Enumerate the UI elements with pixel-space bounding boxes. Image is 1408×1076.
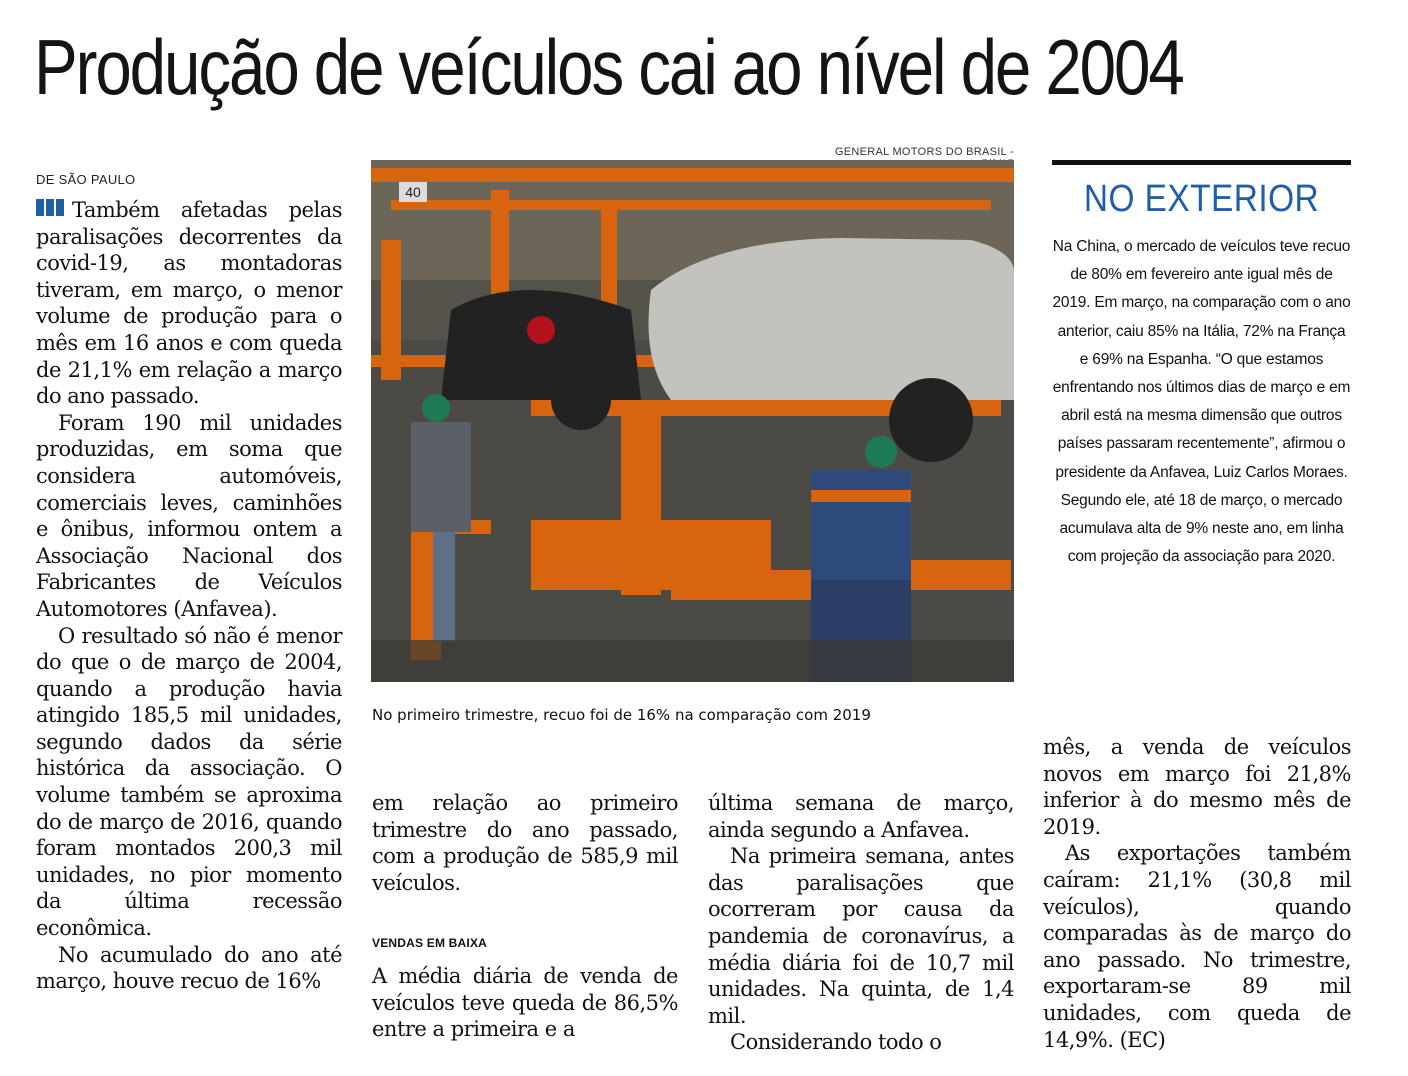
article-column-3 bbox=[708, 790, 1014, 1056]
article-paragraph bbox=[36, 196, 342, 410]
section-bullet-icon bbox=[36, 196, 66, 223]
dateline: DE SÃO PAULO bbox=[36, 172, 136, 187]
sidebar-kicker: NO EXTERIOR bbox=[1083, 178, 1320, 220]
photo-credit: GENERAL MOTORS DO BRASIL - bbox=[834, 146, 1014, 158]
article-lead-text: Também afetadas pelas paralisações decorrentes da covid-19, as montadoras tiveram, em março, o menor volume de produção para o mês em 16 anos e com queda de 21,1% em relação a março do ano passado. bbox=[36, 198, 342, 409]
sidebar-rule bbox=[1052, 160, 1351, 165]
article-column-2 bbox=[372, 790, 678, 1043]
article-paragraph: Considerando todo o bbox=[730, 1030, 942, 1055]
article-paragraph: em relação ao primeiro trimestre do ano passado, com a produção de 585,9 mil veículos. bbox=[372, 791, 678, 895]
sidebar-text: Na China, o mercado de veículos teve recuo de 80% em fevereiro ante igual mês de 2019. Em março, na comparação com o ano anterior, caiu 85% na Itália, 72% na França e 69% na Espanha. “O que estamos enfrentando nos últimos dias de março e em abril está na mesma dimensão que outros países passaram recentemente”, afirmou o presidente da Anfavea, Luiz Carlos Moraes. Segundo ele, até 18 de março, o mercado acumulava alta de 9% neste ano, em linha com projeção da associação para 2020. bbox=[1052, 238, 1351, 566]
sidebar-box bbox=[1052, 160, 1351, 571]
article-paragraph: No acumulado do ano até março, houve recuo de 16% bbox=[36, 942, 342, 994]
photo-caption: No primeiro trimestre, recuo foi de 16% na comparação com 2019 bbox=[372, 706, 871, 724]
article-column-4 bbox=[1043, 734, 1351, 1053]
headline: Produção de veículos cai ao nível de 2004 bbox=[34, 23, 1183, 111]
section-subhead: VENDAS EM BAIXA bbox=[372, 936, 488, 951]
article-paragraph: mês, a venda de veículos novos em março foi 21,8% inferior à do mesmo mês de 2019. bbox=[1043, 735, 1351, 839]
station-number-label: 40 bbox=[405, 184, 421, 200]
article-paragraph: última semana de março, ainda segundo a Anfavea. bbox=[708, 791, 1014, 842]
article-column-1 bbox=[36, 196, 342, 995]
article-paragraph: As exportações também caíram: 21,1% (30,8 mil veículos), quando comparadas às de março do ano passado. No trimestre, exportaram-se 89 mil unidades, com queda de 14,9%. (EC) bbox=[1043, 841, 1351, 1052]
factory-photo bbox=[371, 160, 1014, 682]
article-paragraph: Foram 190 mil unidades produzidas, em soma que considera automóveis, comerciais leves, caminhões e ônibus, informou ontem a Associação Nacional dos Fabricantes de Veículos Automotores (Anfavea). bbox=[36, 410, 342, 621]
article-paragraph: Na primeira semana, antes das paralisações que ocorreram por causa da pandemia de coronavírus, a média diária foi de 10,7 mil unidades. Na quinta, de 1,4 mil. bbox=[708, 844, 1014, 1028]
article-paragraph: O resultado só não é menor do que o de março de 2004, quando a produção havia atingido 185,5 mil unidades, segundo dados da série histórica da associação. O volume também se aproxima do de março de 2016, quando foram montados 200,3 mil unidades, no pior momento da última recessão econômica. bbox=[36, 623, 342, 941]
assembly-line-illustration bbox=[371, 160, 1014, 682]
article-paragraph: A média diária de venda de veículos teve queda de 86,5% entre a primeira e a bbox=[372, 963, 678, 1042]
